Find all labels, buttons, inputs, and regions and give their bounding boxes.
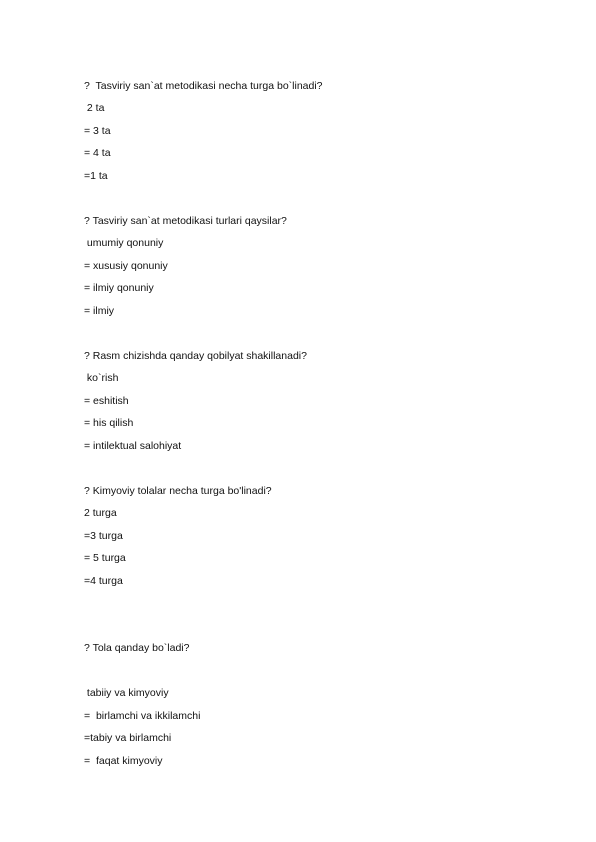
question-3-option-2: = eshitish xyxy=(84,395,129,407)
question-5: ? Tola qanday bo`ladi? xyxy=(84,642,190,654)
question-5-option-1: tabiiy va kimyoviy xyxy=(84,687,169,699)
question-4-option-3: = 5 turga xyxy=(84,552,126,564)
question-5-option-3: =tabiy va birlamchi xyxy=(84,732,172,744)
question-3: ? Rasm chizishda qanday qobilyat shakillanadi? xyxy=(84,350,307,362)
question-4-option-2: =3 turga xyxy=(84,530,123,542)
question-2-option-3: = ilmiy qonuniy xyxy=(84,282,154,294)
question-3-option-4: = intilektual salohiyat xyxy=(84,440,182,452)
question-3-option-1: ko`rish xyxy=(84,372,119,384)
question-5-option-4: = faqat kimyoviy xyxy=(84,755,163,767)
question-1: ? Tasviriy san`at metodikasi necha turga bo`linadi? xyxy=(84,80,323,92)
question-1-option-1: 2 ta xyxy=(84,102,105,114)
question-1-option-3: = 4 ta xyxy=(84,147,111,159)
question-1-option-4: =1 ta xyxy=(84,170,108,182)
question-4-option-1: 2 turga xyxy=(84,507,117,519)
question-2-option-1: umumiy qonuniy xyxy=(84,237,164,249)
question-2: ? Tasviriy san`at metodikasi turlari qaysilar? xyxy=(84,215,287,227)
question-2-option-2: = xususiy qonuniy xyxy=(84,260,168,272)
question-4: ? Kimyoviy tolalar necha turga bo'linadi? xyxy=(84,485,272,497)
question-2-option-4: = ilmiy xyxy=(84,305,115,317)
question-1-option-2: = 3 ta xyxy=(84,125,111,137)
question-4-option-4: =4 turga xyxy=(84,575,123,587)
question-3-option-3: = his qilish xyxy=(84,417,134,429)
question-5-option-2: = birlamchi va ikkilamchi xyxy=(84,710,201,722)
